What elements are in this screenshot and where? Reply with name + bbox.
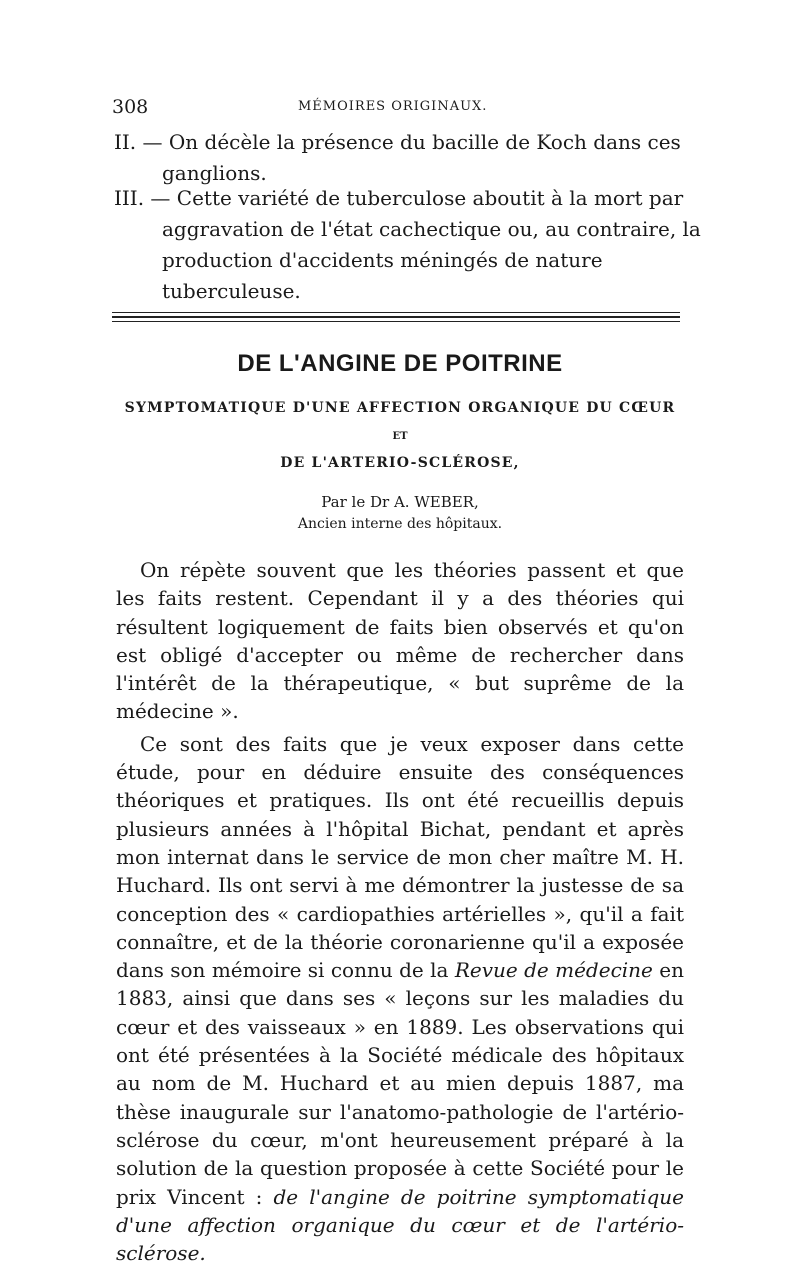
article-title: DE L'ANGINE DE POITRINE <box>237 350 563 377</box>
article-subtitle: SYMPTOMATIQUE D'UNE AFFECTION ORGANIQUE DU CŒUR <box>124 400 676 416</box>
paragraph <box>116 730 684 1267</box>
list-item-text: — Cette variété de tuberculose aboutit à la mort par aggravation de l'état cachectique ou, au contraire, la production d'accidents méningés de nature tuberculeuse. <box>150 186 701 303</box>
article-body <box>116 556 684 1267</box>
paragraph-text: en 1883, ainsi que dans ses « leçons sur les maladies du cœur et des vaisseaux » en 1889. Les observations qui ont été présentées à la Société médicale des hôpitaux au nom de M. Huchard et au mien depuis 1887, ma thèse inaugurale sur l'anatomo-pathologie de l'artério-sclérose du cœur, m'ont heureusement préparé à la solution de la question proposée à cette Société pour le prix Vincent : <box>116 958 684 1209</box>
running-head: MÉMOIRES ORIGINAUX. <box>298 99 488 114</box>
paragraph-text: Ce sont des faits que je veux exposer dans cette étude, pour en déduire ensuite des conséquences théoriques et pratiques. Ils ont été recueillis depuis plusieurs années à l'hôpital Bichat, pendant et après mon internat dans le service de mon cher maître M. H. Huchard. Ils ont servi à me démontrer la justesse de sa conception des « cardiopathies artérielles », qu'il a fait connaître, et de la théorie coronarienne qu'il a exposée dans son mémoire si connu de la <box>116 731 684 983</box>
divider-line <box>112 316 680 318</box>
page-header <box>112 96 672 120</box>
list-item-text: — On décèle la présence du bacille de Koch dans ces ganglions. <box>142 130 681 185</box>
article-subtitle-second: DE L'ARTERIO-SCLÉROSE, <box>280 455 520 471</box>
list-item <box>114 127 728 189</box>
article-author: Par le Dr A. WEBER, <box>321 493 479 511</box>
list-item <box>114 183 728 307</box>
list-item-number: III. <box>114 186 145 210</box>
divider-line <box>112 312 680 313</box>
paragraph: On répète souvent que les théories passent et que les faits restent. Cependant il y a des théories qui résultent logiquement de faits bien observés et qu'on est obligé d'accepter ou même de rechercher dans l'intérêt de la thérapeutique, « but suprême de la médecine ». <box>116 558 684 724</box>
page-number: 308 <box>112 96 149 118</box>
author-role: Ancien interne des hôpitaux. <box>297 516 503 532</box>
list-item-number: II. <box>114 130 137 154</box>
section-divider <box>112 312 680 325</box>
article-conjunction: ET <box>392 431 408 442</box>
journal-title: Revue de médecine <box>454 958 653 983</box>
prize-subject-title: de l'angine de poitrine symptomatique d'une affection organique du cœur et de l'artério-sclérose. <box>116 1184 684 1266</box>
divider-line <box>112 321 680 322</box>
